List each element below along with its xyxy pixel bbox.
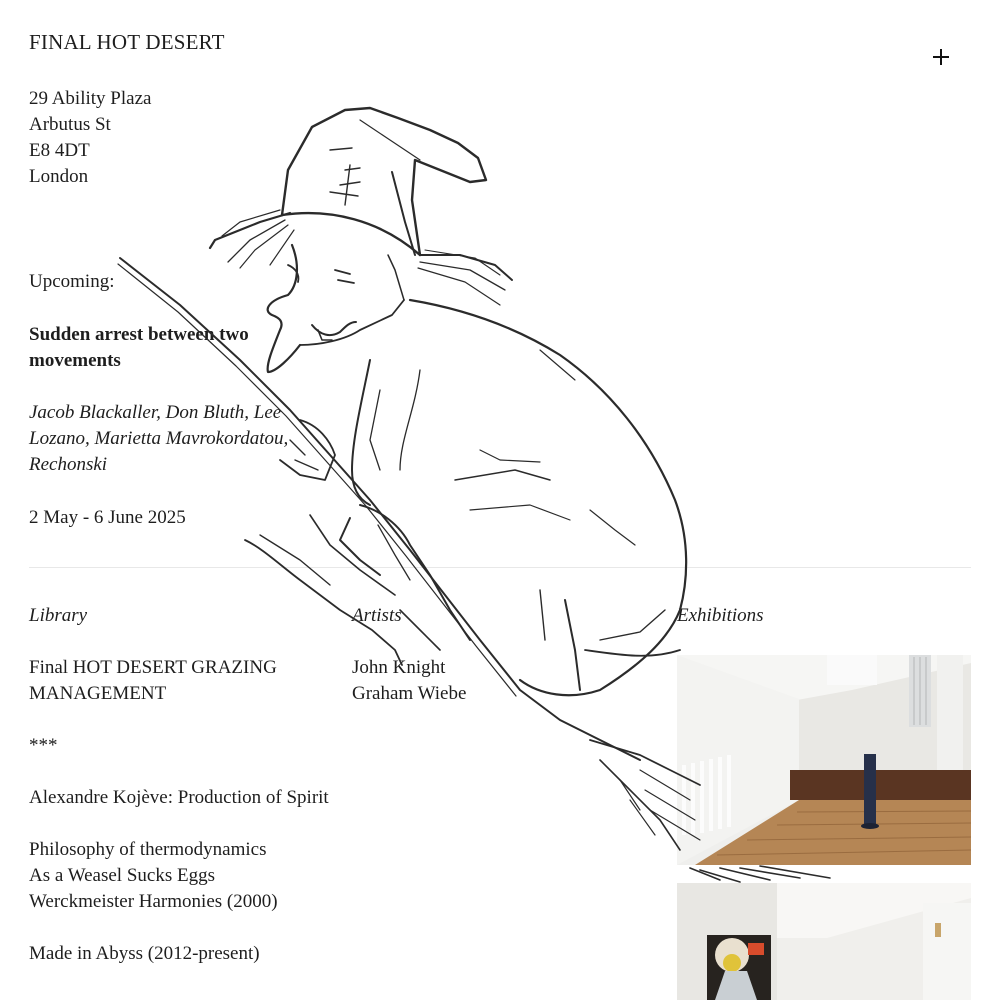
library-item[interactable]: Werckmeister Harmonies (2000) <box>29 891 278 912</box>
plus-icon[interactable] <box>926 42 956 72</box>
address-block <box>29 86 151 190</box>
address-line: Arbutus St <box>29 114 111 135</box>
library-item[interactable]: Final HOT DESERT GRAZING MANAGEMENT <box>29 657 277 704</box>
library-list <box>29 655 329 967</box>
library-separator: *** <box>29 735 58 756</box>
nav-exhibitions[interactable]: Exhibitions <box>677 605 764 626</box>
upcoming-exhibition-dates: 2 May - 6 June 2025 <box>29 507 186 528</box>
upcoming-exhibition-title[interactable]: Sudden arrest between two movements <box>29 324 249 371</box>
site-title[interactable]: FINAL HOT DESERT <box>29 30 225 54</box>
address-line: E8 4DT <box>29 140 90 161</box>
library-item[interactable]: Made in Abyss (2012-present) <box>29 943 260 964</box>
upcoming-exhibition-artists: Jacob Blackaller, Don Bluth, Lee Lozano, Marietta Mavrokordatou, Rechonski <box>29 402 289 475</box>
nav-library[interactable]: Library <box>29 605 88 626</box>
library-item[interactable]: Philosophy of thermodynamics <box>29 839 267 860</box>
library-item[interactable]: Alexandre Kojève: Production of Spirit <box>29 787 329 808</box>
artist-link[interactable]: John Knight <box>352 657 446 678</box>
exhibition-photo-1[interactable] <box>677 655 971 865</box>
gallery-room-photo <box>677 883 971 1000</box>
upcoming-label: Upcoming: <box>29 271 115 292</box>
address-line: 29 Ability Plaza <box>29 88 152 109</box>
exhibition-photo-2[interactable] <box>677 883 971 1000</box>
library-item[interactable]: As a Weasel Sucks Eggs <box>29 865 215 886</box>
artists-list <box>352 655 466 707</box>
artist-link[interactable]: Graham Wiebe <box>352 683 467 704</box>
gallery-room-photo <box>677 655 971 865</box>
address-line: London <box>29 166 89 187</box>
nav-artists[interactable]: Artists <box>352 605 402 626</box>
section-divider <box>29 567 971 568</box>
